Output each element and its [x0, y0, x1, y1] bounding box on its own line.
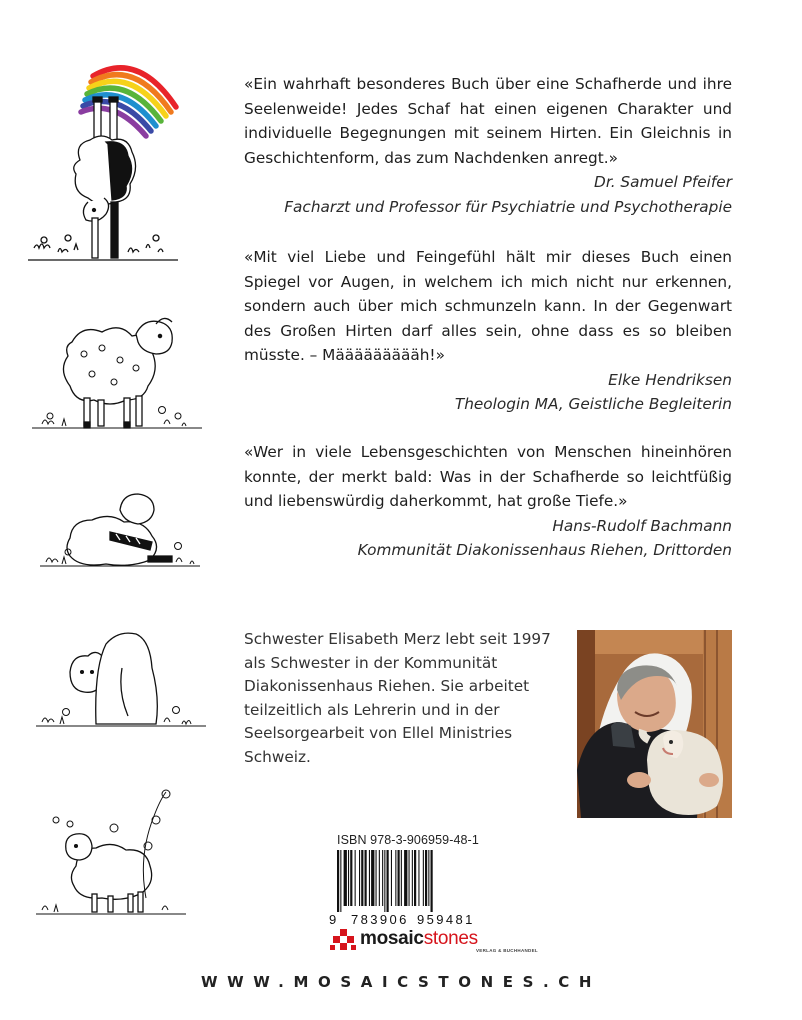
barcode-bar	[418, 850, 419, 906]
quote-author: Dr. Samuel Pfeifer	[594, 173, 732, 191]
barcode-digits-left: 783906	[351, 912, 409, 927]
barcode-bar	[404, 850, 407, 906]
rainbow-sheep-drawing	[28, 52, 198, 272]
quote-author-role: Kommunität Diakonissenhaus Riehen, Drittorden	[357, 541, 732, 559]
publisher-tagline: VERLAG & BUCHHANDEL	[476, 948, 538, 953]
quote-author-role: Facharzt und Professor für Psychiatrie und Psychotherapie	[284, 197, 732, 216]
barcode-bar	[431, 850, 433, 912]
barcode-bar	[359, 850, 360, 906]
barcode-bar	[379, 850, 380, 906]
flower-sheep-drawing	[36, 786, 186, 921]
barcode-bar	[382, 850, 383, 906]
barcode-bar	[376, 850, 377, 906]
isbn-number: ISBN 978-3-906959-48-1	[337, 833, 479, 847]
author-photo-with-lamb	[577, 630, 732, 818]
quote-text: «Mit viel Liebe und Feingefühl hält mir dieses Buch einen Spiegel vor Augen, in welchem ich mich nicht nur erkennen, sondern auch über mich schmunzeln kann. In der Gegenwart des Großen Hirten darf alles sein, ohne dass es so bleiben müsste. – Määäääääääh!»	[244, 248, 732, 364]
barcode-bar	[412, 850, 413, 906]
quote-block	[244, 440, 732, 563]
barcode-bar	[395, 850, 396, 906]
barcode	[337, 850, 482, 912]
publisher-name-part2: stones	[423, 928, 478, 949]
publisher-logo	[330, 928, 538, 955]
barcode-bar	[384, 850, 385, 912]
barcode-bar	[350, 850, 352, 906]
barcode-bar	[361, 850, 363, 906]
barcode-bar	[369, 850, 370, 906]
quote-block	[244, 245, 732, 417]
barcode-bar	[371, 850, 374, 906]
quote-author: Hans-Rudolf Bachmann	[552, 516, 732, 535]
barcode-digit-first: 9	[329, 912, 337, 927]
barcode-bar	[365, 850, 367, 906]
barcode-bar	[344, 850, 347, 906]
quote-author-role: Theologin MA, Geistliche Begleiterin	[454, 395, 732, 413]
barcode-bar	[423, 850, 424, 906]
quote-text: «Wer in viele Lebensgeschichten von Menschen hineinhören konnte, der merkt bald: Was in der Schafherde so leichtfüßig und liebenswürdig daherkommt, hat große Tiefe.»	[244, 443, 732, 510]
quote-block	[244, 72, 732, 219]
curly-sheep-drawing	[32, 312, 202, 437]
barcode-bar	[414, 850, 416, 906]
isbn-barcode-block	[329, 833, 482, 927]
barcode-bar	[387, 850, 389, 912]
publisher-name-part1: mosaic	[360, 928, 424, 949]
rock-sheep-drawing	[36, 628, 206, 738]
barcode-bar	[355, 850, 356, 906]
mosaic-logo-icon	[330, 929, 358, 955]
website-url: WWW.MOSAICSTONES.CH	[200, 973, 602, 991]
barcode-bar	[401, 850, 402, 906]
barcode-digits	[329, 912, 482, 927]
barcode-bar	[409, 850, 410, 906]
barcode-bar	[391, 850, 392, 906]
lying-sheep-drawing	[40, 490, 200, 575]
barcode-bar	[398, 850, 400, 906]
barcode-bar	[348, 850, 349, 906]
barcode-bar	[340, 850, 341, 912]
barcode-bar	[337, 850, 339, 912]
barcode-digits-right: 959481	[417, 912, 475, 927]
quote-text: «Ein wahrhaft besonderes Buch über eine Schafherde und ihre Seelenweide! Jedes Schaf hat einen eigenen Charakter und individuelle Begegnungen mit seinem Hirten. Ein Gleichnis in Geschichtenform, das zum Nachdenken anregt.»	[244, 75, 732, 167]
barcode-bar	[428, 850, 429, 906]
barcode-bar	[425, 850, 427, 906]
author-bio: Schwester Elisabeth Merz lebt seit 1997 als Schwester in der Kommunität Diakonissenhaus Riehen. Sie arbeitet teilzeitlich als Lehrerin und in der Seelsorgearbeit von Ellel Ministries Schweiz.	[244, 630, 551, 766]
quote-author: Elke Hendriksen	[608, 370, 732, 389]
